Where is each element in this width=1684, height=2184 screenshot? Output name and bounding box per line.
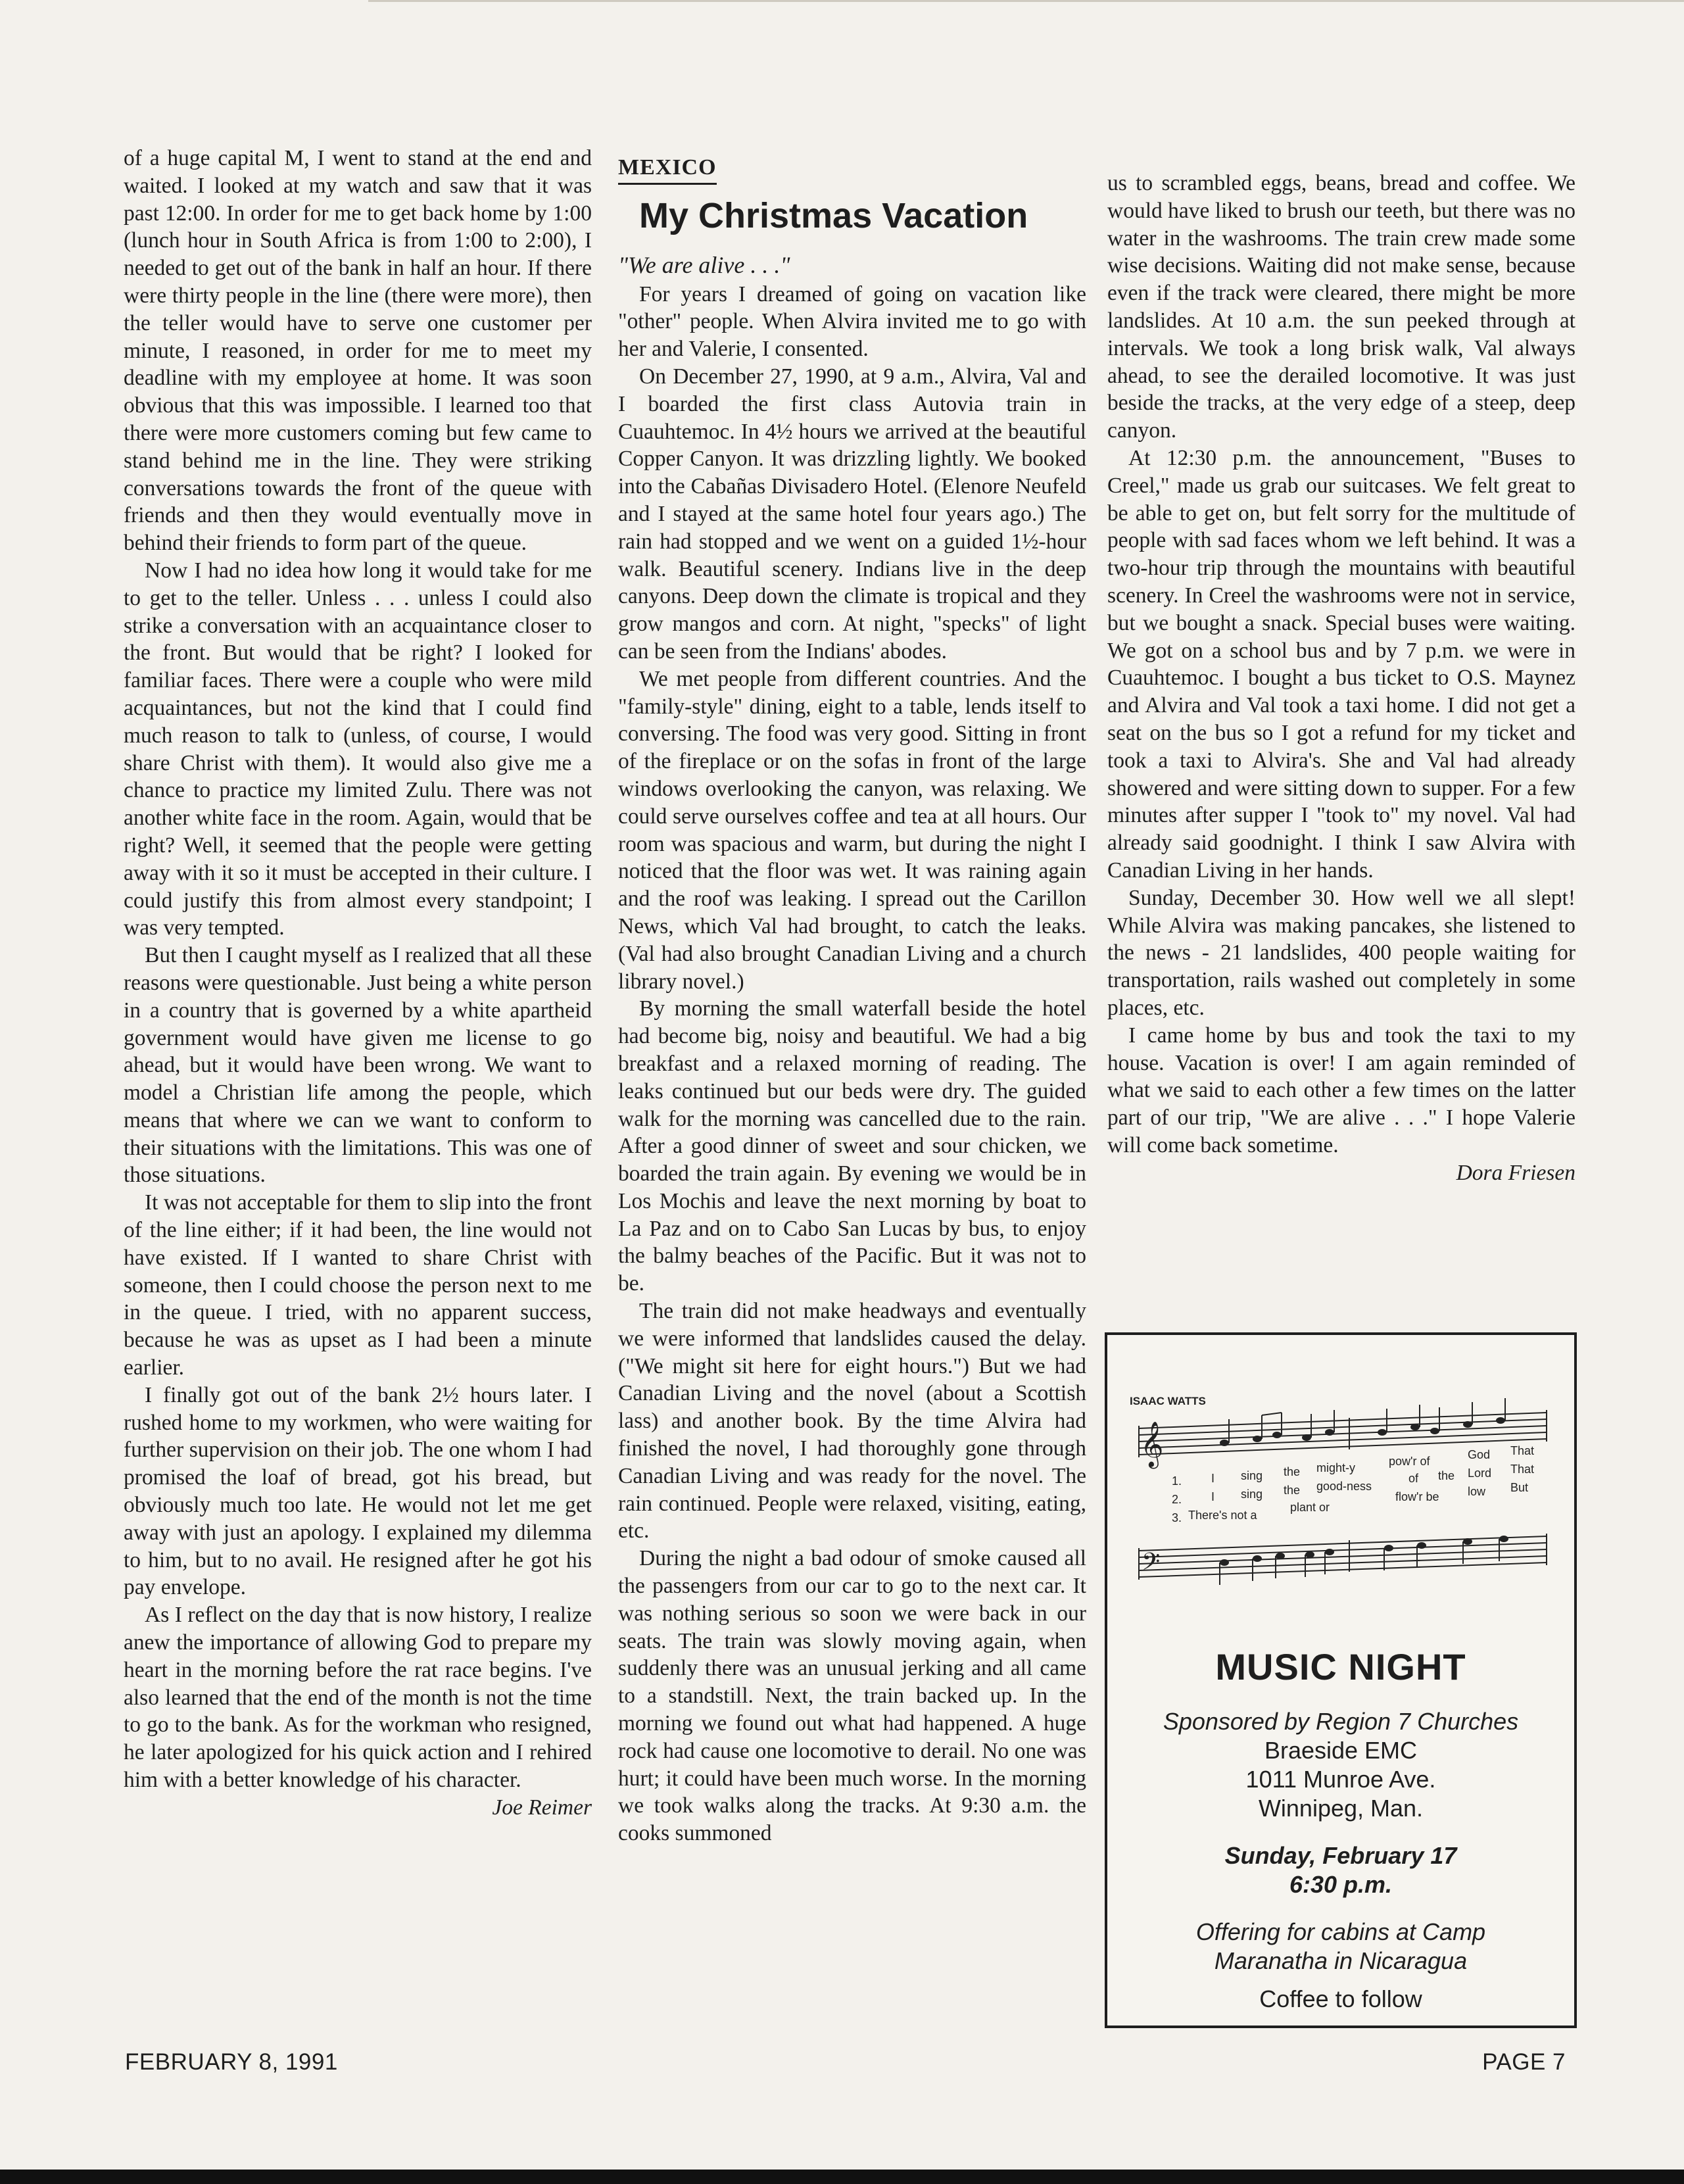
lyric: good-ness	[1316, 1480, 1372, 1493]
lyric: pow'r of	[1389, 1455, 1430, 1468]
lyric: of	[1408, 1472, 1419, 1485]
paragraph: Now I had no idea how long it would take for me to get to the teller. Unless . . . unless I could also strike a conversation with an acquaintance closer to the front. But would that be right? I looked for familiar faces. There were a couple who were mild acquaintances, but not the kind that I could find much reason to talk to (unless, of course, I would share Christ with them). It would also give me a chance to practice my limited Zulu. There was not another white face in the room. Again, would that be right? Well, it seemed that the people were getting away with it so it must be accepted in their culture. I could justify this from almost every standpoint; I was very tempted.	[124, 558, 592, 940]
column-2	[618, 149, 1086, 1847]
section-label: MEXICO	[618, 154, 717, 185]
verse-number: 1.	[1172, 1474, 1182, 1488]
ad-city: Winnipeg, Man.	[1258, 1795, 1424, 1822]
lyric: sing	[1241, 1488, 1263, 1501]
paragraph: It was not acceptable for them to slip into the front of the line either; if it had been, the line would not have existed. If I wanted to share Christ with someone, then I could choose the person next to me in the queue. I tried, with no apparent success, because he was as upset as I had been a minute earlier.	[124, 1190, 592, 1380]
paragraph: For years I dreamed of going on vacation like "other" people. When Alvira invited me to go with her and Valerie, I consented.	[618, 281, 1086, 362]
ad-date: Sunday, February 17	[1224, 1842, 1457, 1869]
svg-text:𝄢: 𝄢	[1142, 1548, 1161, 1582]
paragraph: As I reflect on the day that is now history, I realize anew the importance of allowing God to prepare my heart in the morning before the rat race begins. I've also learned that the end of the month is not the time to go to the bank. As for the workman who resigned, he later apologized for his quick action and I rehired him with a better knowledge of his character.	[124, 1603, 592, 1793]
lyric: low	[1468, 1485, 1486, 1498]
hymn-score-image	[1126, 1369, 1560, 1659]
column-1	[124, 145, 592, 1822]
lyric: God	[1468, 1448, 1491, 1461]
paragraph: of a huge capital M, I went to stand at the end and waited. I looked at my watch and saw that it was past 12:00. In order for me to get back home by 1:00 (lunch hour in South Africa is from 1:00 to 2:00), I needed to get out of the bank in half an hour. If there were thirty people in the line (there were more), then the teller would have to serve one customer per minute, I reasoned, in order for me to meet my deadline with my employee at home. It was soon obvious that this was impossible. I learned too that there were more customers coming but few came to stand behind me in the line. They were striking conversations towards the front of the queue with friends and then they would eventually move in behind their friends to form part of the queue.	[124, 146, 592, 556]
ad-address: 1011 Munroe Ave.	[1245, 1766, 1436, 1793]
paragraph: I came home by bus and took the taxi to my house. Vacation is over! I am again reminded of what we said to each other a few times on the latter part of our trip, "We are alive . . ." I hope Valerie will come back sometime.	[1107, 1023, 1576, 1157]
author-signature: Joe Reimer	[492, 1795, 592, 1820]
svg-text:𝄞: 𝄞	[1140, 1421, 1164, 1467]
ad-offering: Maranatha in Nicaragua	[1214, 1947, 1468, 1974]
ad-coffee: Coffee to follow	[1259, 1985, 1422, 2012]
top-rule	[368, 0, 1684, 2]
ad-venue: Braeside EMC	[1264, 1737, 1418, 1764]
lyric: the	[1284, 1465, 1301, 1478]
paragraph: Sunday, December 30. How well we all slept! While Alvira was making pancakes, she listened to the news - 21 landslides, 400 people waiting for transportation, rails washed out completely in some places, etc.	[1107, 885, 1576, 1020]
verse-number: 2.	[1172, 1493, 1182, 1506]
lyric: plant or	[1290, 1501, 1330, 1514]
article-headline: My Christmas Vacation	[639, 195, 1028, 235]
column-3	[1107, 170, 1576, 1186]
paragraph: I finally got out of the bank 2½ hours later. I rushed home to my workmen, who were waiting for further supervision on their job. The one whom I had promised the loaf of bread, got his bread, but obviously much too late. He would not let me get away with just an apology. I explained my dilemma to him, but to no avail. He resigned after he got his pay envelope.	[124, 1382, 592, 1600]
paragraph: We met people from different countries. And the "family-style" dining, eight to a table, lends itself to conversing. The food was very good. Sitting in front of the fireplace or on the sofas in front of the large windows overlooking the canyon, was relaxing. We could serve ourselves coffee and tea at all hours. Our room was spacious and warm, but during the night I noticed that the floor was wet. It was raining again and the roof was leaking. I spread out the Carillon News, which Val had brought, to catch the leaks. (Val had also brought Canadian Living and a church library novel.)	[618, 666, 1086, 994]
ad-title: MUSIC NIGHT	[1215, 1646, 1466, 1687]
author-signature: Dora Friesen	[1456, 1160, 1576, 1185]
ad-offering: Offering for cabins at Camp	[1195, 1918, 1486, 1945]
lyric: flow'r be	[1395, 1490, 1439, 1503]
lyric: the	[1438, 1469, 1455, 1482]
ad-sponsor: Sponsored by Region 7 Churches	[1163, 1708, 1519, 1735]
music-night-ad	[1105, 1332, 1577, 2028]
paragraph: But then I caught myself as I realized that all these reasons were questionable. Just being a white person in a country that is governed by a white apartheid government would have given me license to go ahead, but it would have been wrong. We want to model a Christian life among the people, which means that where we can we want to conform to their situations with the limitations. This was one of those situations.	[124, 943, 592, 1188]
verse-number: 3.	[1172, 1511, 1182, 1524]
lyric: That	[1510, 1463, 1535, 1476]
lyric: Lord	[1468, 1467, 1492, 1480]
ad-time: 6:30 p.m.	[1289, 1871, 1393, 1898]
paragraph: On December 27, 1990, at 9 a.m., Alvira, Val and I boarded the first class Autovia train in Cuauhtemoc. In 4½ hours we arrived at the beautiful Copper Canyon. It was drizzling lightly. We booked into the Cabañas Divisadero Hotel. (Elenore Neufeld and I stayed at the same hotel four years ago.) The rain had stopped and we went on a guided 1½-hour walk. Beautiful scenery. Indians live in the deep canyons. Deep down the climate is tropical and they grow mangos and corn. At night, "specks" of light can be seen from the Indians' abodes.	[618, 364, 1086, 664]
lyric: I	[1211, 1490, 1215, 1503]
lyric: There's not a	[1188, 1509, 1257, 1522]
paragraph: us to scrambled eggs, beans, bread and coffee. We would have liked to brush our teeth, but there was no water in the washrooms. The train crew made some wise decisions. Waiting did not make sense, because even if the track were cleared, there might be more landslides. At 10 a.m. the sun peeked through at intervals. We took a long brisk walk, Val always ahead, to see the derailed locomotive. It was just beside the tracks, at the very edge of a steep, deep canyon.	[1107, 171, 1576, 443]
lyric: But	[1510, 1481, 1529, 1494]
lyric: I	[1211, 1472, 1215, 1485]
lyric: That	[1510, 1444, 1535, 1457]
paragraph: During the night a bad odour of smoke caused all the passengers from our car to go to the next car. It was nothing serious so soon we were back in our seats. The train was slowly moving again, when suddenly there was an unusual jerking and all came to a standstill. Next, the train backed up. In the morning we found out what had happened. A huge rock had cause one locomotive to derail. No one was hurt; it could have been much worse. In the morning we took walks along the tracks. At 9:30 a.m. the cooks summoned	[618, 1546, 1086, 1846]
paragraph: The train did not make headways and eventually we were informed that landslides caused the delay. ("We might sit here for eight hours.") But we had Canadian Living and the novel (about a Scottish lass) and another book. By the time Alvira had finished the novel, I had thoroughly gone through Canadian Living and was ready for the novel. The rain continued. People were relaxed, visiting, eating, etc.	[618, 1299, 1086, 1543]
lyric: sing	[1241, 1469, 1263, 1482]
paragraph: By morning the small waterfall beside the hotel had become big, noisy and beautiful. We had a big breakfast and a relaxed morning of reading. The leaks continued but our beds were dry. The guided walk for the morning was cancelled due to the rain. After a good dinner of sweet and sour chicken, we boarded the train again. By evening we would be in Los Mochis and leave the next morning by boat to La Paz and on to Cabo San Lucas by bus, to enjoy the balmy beaches of the Pacific. But it was not to be.	[618, 996, 1086, 1296]
hymn-composer: ISAAC WATTS	[1130, 1395, 1206, 1407]
lyric: might-y	[1316, 1461, 1356, 1474]
article-dek: "We are alive . . ."	[618, 251, 790, 278]
paragraph: At 12:30 p.m. the announcement, "Buses to Creel," made us grab our suitcases. We felt great to be able to get on, but felt sorry for the multitude of people with sad faces whom we left behind. It was a two-hour trip through the mountains with beautiful scenery. In Creel the washrooms were not in service, but we bought a snack. Special buses were waiting. We got on a school bus and by 7 p.m. we were in Cuauhtemoc. I bought a bus ticket to O.S. Maynez and Alvira and Val took a taxi home. I did not get a seat on the bus so I got a refund for my ticket and took a taxi to Alvira's. She and Val had already showered and were sitting down to supper. For a few minutes after supper I "took to" my novel. Val had already said goodnight. I think I saw Alvira with Canadian Living in her hands.	[1107, 445, 1576, 883]
page-number: PAGE 7	[1482, 2049, 1566, 2075]
footer-date: FEBRUARY 8, 1991	[125, 2049, 338, 2075]
scan-edge	[0, 2170, 1684, 2184]
lyric: the	[1284, 1484, 1301, 1497]
